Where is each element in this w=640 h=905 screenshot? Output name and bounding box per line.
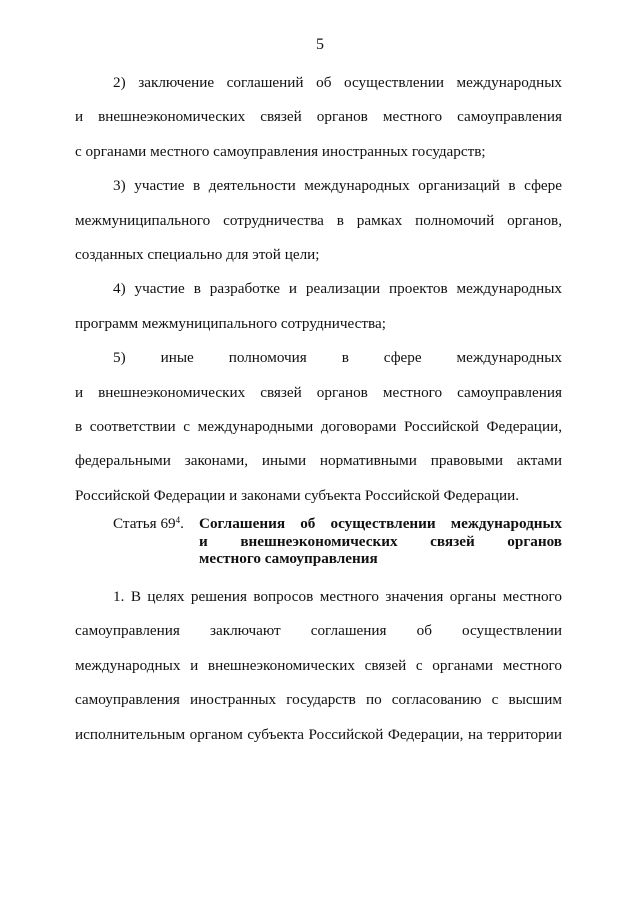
clause-1-line-5: исполнительным органом субъекта Российской Федерации, на территории [75, 725, 562, 743]
paragraph-5-line-4: федеральными законами, иными нормативными правовыми актами [75, 452, 562, 470]
clause-1-line-2: самоуправления заключают соглашения об осуществлении [75, 622, 562, 640]
paragraph-5-line-3: в соответствии с международными договорами Российской Федерации, [75, 417, 562, 435]
article-label-suffix: . [180, 515, 184, 532]
paragraph-5-line-2: и внешнеэкономических связей органов местного самоуправления [75, 383, 562, 401]
body-text-bottom [75, 580, 562, 752]
paragraph-4-line-2: программ межмуниципального сотрудничества; [75, 314, 386, 332]
paragraph-5-line-5: Российской Федерации и законами субъекта Российской Федерации. [75, 486, 520, 504]
paragraph-3-line-2: межмуниципального сотрудничества в рамках полномочий органов, [75, 211, 562, 229]
article-label-superscript: 4 [175, 515, 181, 525]
article-title [199, 515, 562, 568]
body-text-top [75, 66, 562, 513]
paragraph-4-line-1: 4) участие в разработке и реализации проектов международных [113, 280, 562, 298]
page-number: 5 [316, 36, 324, 53]
article-label [113, 515, 184, 532]
clause-1-line-3: международных и внешнеэкономических связей с органами местного [75, 656, 562, 674]
paragraph-5-line-1: 5) иные полномочия в сфере международных [113, 349, 562, 367]
paragraph-2-line-3: с органами местного самоуправления иностранных государств; [75, 142, 486, 160]
clause-1-line-1: 1. В целях решения вопросов местного значения органы местного [113, 588, 562, 605]
paragraph-3-line-1: 3) участие в деятельности международных организаций в сфере [113, 177, 562, 195]
paragraph-2-line-1: 2) заключение соглашений об осуществлении международных [113, 74, 562, 91]
paragraph-2-line-2: и внешнеэкономических связей органов местного самоуправления [75, 108, 562, 126]
article-title-line-3: местного самоуправления [199, 550, 378, 567]
article-title-line-1: Соглашения об осуществлении международных [199, 515, 562, 532]
paragraph-3-line-3: созданных специально для этой цели; [75, 245, 320, 263]
article-label-text: Статья 69 [113, 515, 176, 532]
clause-1-line-4: самоуправления иностранных государств по согласованию с высшим [75, 691, 562, 709]
article-title-line-2: и внешнеэкономических связей органов [199, 532, 562, 550]
